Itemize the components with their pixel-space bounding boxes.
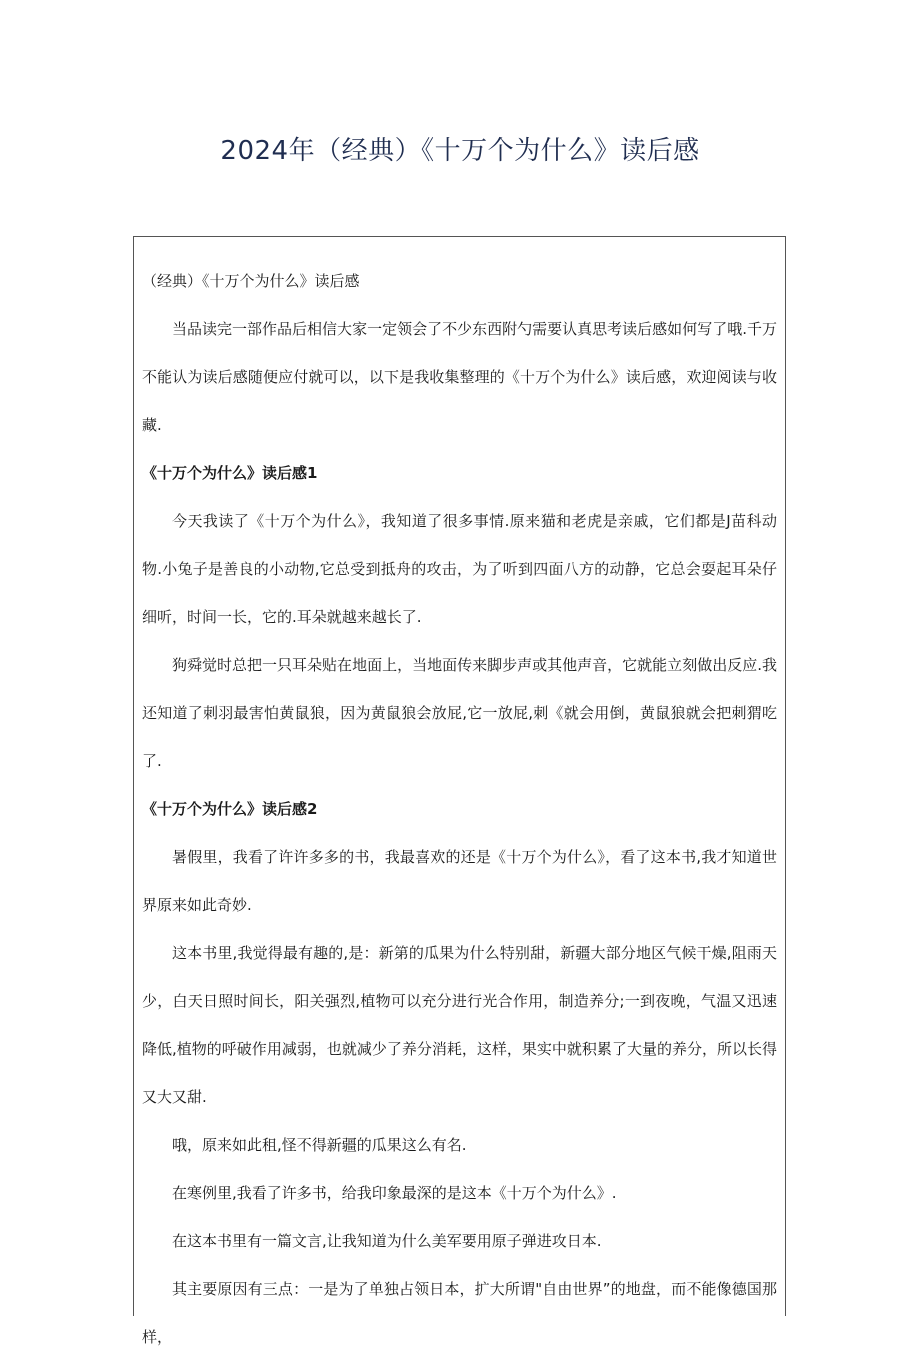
- document-body: [133, 236, 786, 1346]
- paragraph: 其主要原因有三点：一是为了单独占领日本，扩大所谓"自由世界”的地盘，而不能像德国那样，: [142, 1280, 777, 1346]
- paragraph: 哦，原来如此租,怪不得新疆的瓜果这么有名.: [172, 1136, 467, 1154]
- paragraph: 暑假里，我看了许许多多的书，我最喜欢的还是《十万个为什么》，看了这本书,我才知道世界原来如此奇妙.: [142, 848, 777, 914]
- section-2-heading: 《十万个为什么》读后感2: [142, 800, 318, 818]
- paragraph: 在寒例里,我看了许多书，给我印象最深的是这本《十万个为什么》.: [172, 1184, 617, 1202]
- paragraph: 这本书里,我觉得最有趣的,是：新第的瓜果为什么特别甜，新疆大部分地区气候干燥,阻雨天少，白天日照时间长，阳关强烈,植物可以充分进行光合作用，制造养分;一到夜晚，气温又迅速降低,植物的呼破作用减弱，也就减少了养分消耗，这样，果实中就积累了大量的养分，所以长得又大又甜.: [142, 944, 777, 1106]
- paragraph: 狗舜觉时总把一只耳朵贴在地面上，当地面传来脚步声或其他声音，它就能立刻做出反应.我还知道了刺羽最害怕黄鼠狼，因为黄鼠狼会放屁,它一放屁,刺《就会用倒，黄鼠狼就会把刺猬吃了.: [142, 656, 777, 770]
- paragraph: 在这本书里有一篇文言,让我知道为什么美军要用原子弹进攻日本.: [172, 1232, 602, 1250]
- subtitle: （经典）《十万个为什么》读后感: [142, 272, 360, 290]
- paragraph: 今天我读了《十万个为什么》，我知道了很多事情.原来猫和老虎是亲戚，它们都是J苗科动物.小兔子是善良的小动物,它总受到抵舟的攻击，为了听到四面八方的动静，它总会耍起耳朵仔细听，时间一长，它的.耳朵就越来越长了.: [142, 512, 777, 626]
- section-1-heading: 《十万个为什么》读后感1: [142, 464, 318, 482]
- page-title: 2024年（经典）《十万个为什么》读后感: [220, 136, 700, 166]
- intro-paragraph: 当品读完一部作品后相信大家一定领会了不少东西附勺需要认真思考读后感如何写了哦.千万不能认为读后感随便应付就可以，以下是我收集整理的《十万个为什么》读后感，欢迎阅读与收藏.: [142, 320, 777, 434]
